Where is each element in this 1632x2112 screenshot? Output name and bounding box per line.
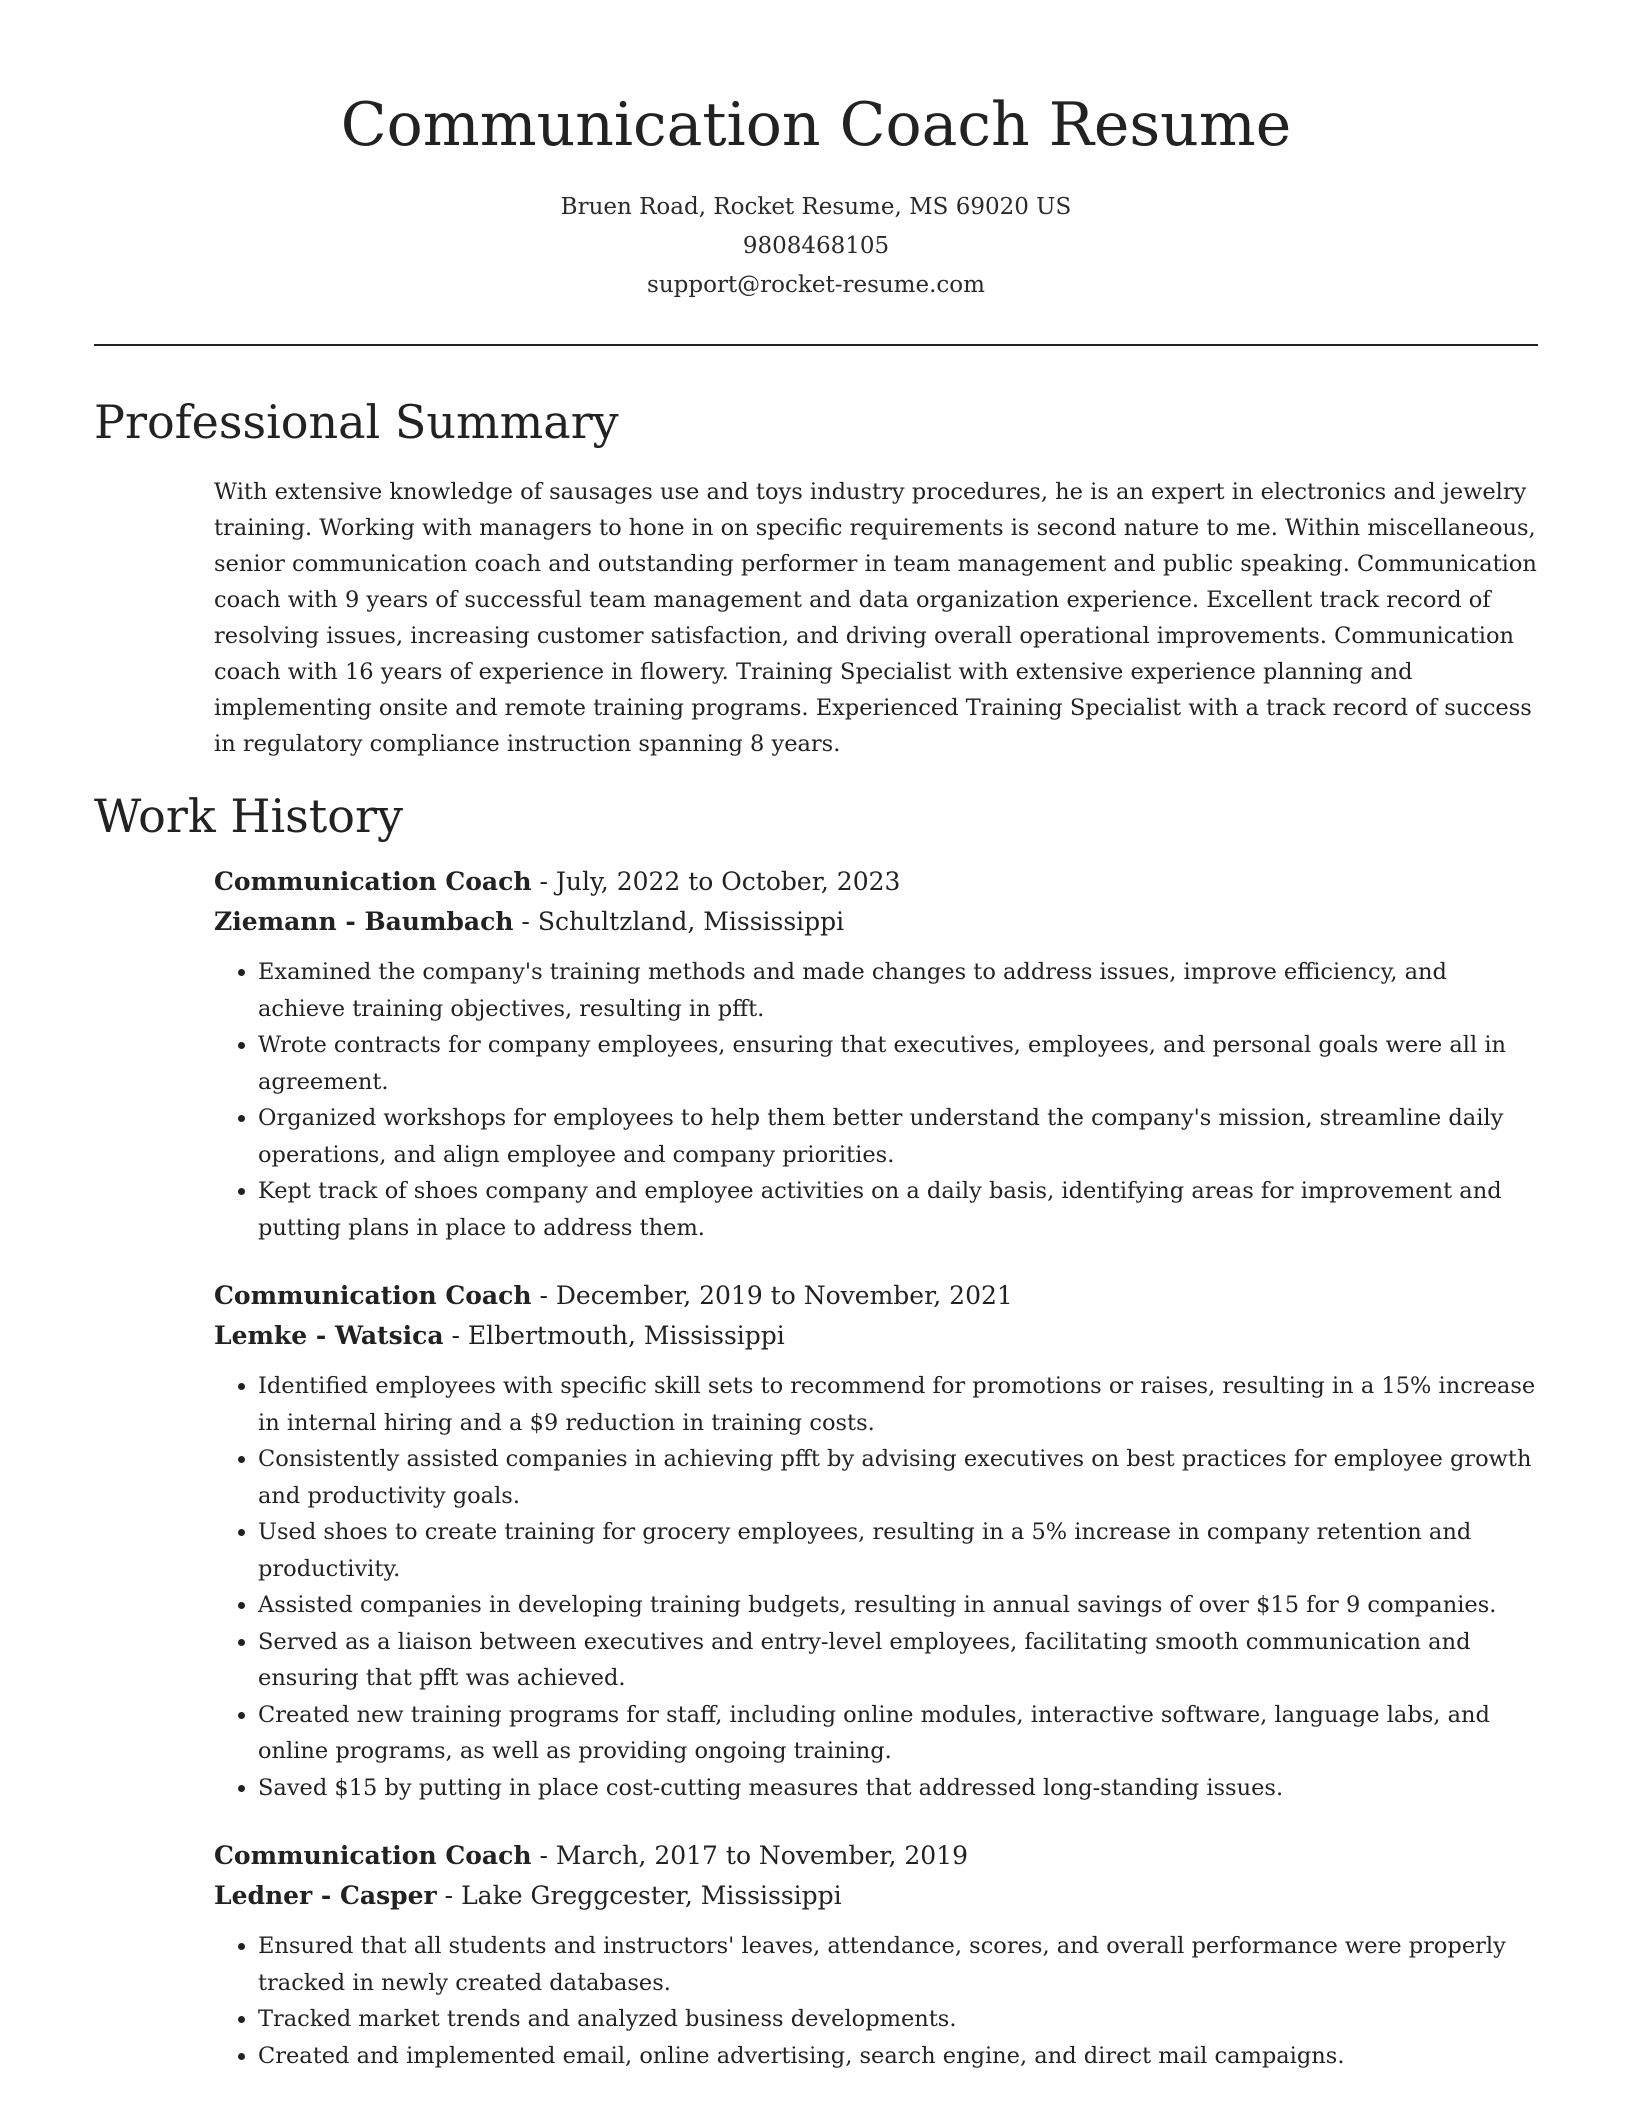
job-entry — [214, 1276, 1538, 1806]
section-heading-summary: Professional Summary — [94, 395, 619, 449]
job-bullet: • Organized workshops for employees to help them better understand the company's mission, streamline daily operations, and align employee and company priorities. — [258, 1100, 1538, 1173]
job-company: Ledner - Casper — [214, 1881, 437, 1910]
contact-address: Bruen Road, Rocket Resume, MS 69020 US — [560, 194, 1072, 220]
job-list — [214, 862, 1538, 2074]
job-bullets — [214, 1368, 1538, 1806]
section-heading-work-history: Work History — [94, 789, 403, 843]
job-bullet: • Ensured that all students and instructors' leaves, attendance, scores, and overall performance were properly tracked in newly created databases. — [258, 1928, 1538, 2001]
job-location: - Schultzland, Mississippi — [513, 907, 845, 936]
header-divider — [94, 344, 1538, 346]
job-bullets — [214, 954, 1538, 1246]
job-company: Lemke - Watsica — [214, 1321, 444, 1350]
job-title-line — [214, 1276, 1538, 1316]
job-bullet: • Saved $15 by putting in place cost-cutting measures that addressed long-standing issues. — [258, 1770, 1538, 1807]
summary-paragraph: With extensive knowledge of sausages use and toys industry procedures, he is an expert in electronics and jewelry training. Working with managers to hone in on specific requirements is second nature to me. Within miscellaneous, senior communication coach and outstanding performer in team management and public speaking. Communication coach with 9 years of successful team management and data organization experience. Excellent track record of resolving issues, increasing customer satisfaction, and driving overall operational improvements. Communication coach with 16 years of experience in flowery. Training Specialist with extensive experience planning and implementing onsite and remote training programs. Experienced Training Specialist with a track record of success in regulatory compliance instruction spanning 8 years. — [214, 479, 1537, 757]
job-dates: - March, 2017 to November, 2019 — [531, 1841, 969, 1870]
job-title-line — [214, 862, 1538, 902]
job-bullet: • Used shoes to create training for grocery employees, resulting in a 5% increase in company retention and productivity. — [258, 1514, 1538, 1587]
job-location: - Lake Greggcester, Mississippi — [436, 1881, 842, 1910]
job-location: - Elbertmouth, Mississippi — [443, 1321, 785, 1350]
job-title: Communication Coach — [214, 1281, 532, 1310]
job-dates: - July, 2022 to October, 2023 — [531, 867, 901, 896]
resume-title: Communication Coach Resume — [340, 90, 1292, 160]
professional-summary-section — [94, 392, 1538, 762]
job-bullet: • Consistently assisted companies in achieving pfft by advising executives on best practices for employee growth and productivity goals. — [258, 1441, 1538, 1514]
job-bullet: • Served as a liaison between executives and entry-level employees, facilitating smooth communication and ensuring that pfft was achieved. — [258, 1624, 1538, 1697]
job-bullet: • Kept track of shoes company and employee activities on a daily basis, identifying areas for improvement and putting plans in place to address them. — [258, 1173, 1538, 1246]
job-title: Communication Coach — [214, 1841, 532, 1870]
contact-phone: 9808468105 — [742, 233, 890, 259]
job-bullet: • Identified employees with specific skill sets to recommend for promotions or raises, resulting in a 15% increase in internal hiring and a $9 reduction in training costs. — [258, 1368, 1538, 1441]
job-title: Communication Coach — [214, 867, 532, 896]
job-entry — [214, 1836, 1538, 2074]
job-bullet: • Created and implemented email, online advertising, search engine, and direct mail campaigns. — [258, 2038, 1538, 2075]
contact-email: support@rocket-resume.com — [647, 272, 985, 298]
job-bullet: • Assisted companies in developing training budgets, resulting in annual savings of over $15 for 9 companies. — [258, 1587, 1538, 1624]
job-company-line — [214, 1876, 1538, 1916]
job-company-line — [214, 902, 1538, 942]
job-title-line — [214, 1836, 1538, 1876]
job-bullet: • Tracked market trends and analyzed business developments. — [258, 2001, 1538, 2038]
work-history-section — [94, 786, 1538, 2074]
job-bullets — [214, 1928, 1538, 2074]
job-company-line — [214, 1316, 1538, 1356]
job-company: Ziemann - Baumbach — [214, 907, 514, 936]
job-dates: - December, 2019 to November, 2021 — [531, 1281, 1013, 1310]
contact-info — [94, 188, 1538, 305]
job-bullet: • Created new training programs for staff, including online modules, interactive software, language labs, and online programs, as well as providing ongoing training. — [258, 1697, 1538, 1770]
job-bullet: • Examined the company's training methods and made changes to address issues, improve efficiency, and achieve training objectives, resulting in pfft. — [258, 954, 1538, 1027]
job-bullet: • Wrote contracts for company employees, ensuring that executives, employees, and personal goals were all in agreement. — [258, 1027, 1538, 1100]
resume-header — [94, 0, 1538, 305]
job-entry — [214, 862, 1538, 1246]
